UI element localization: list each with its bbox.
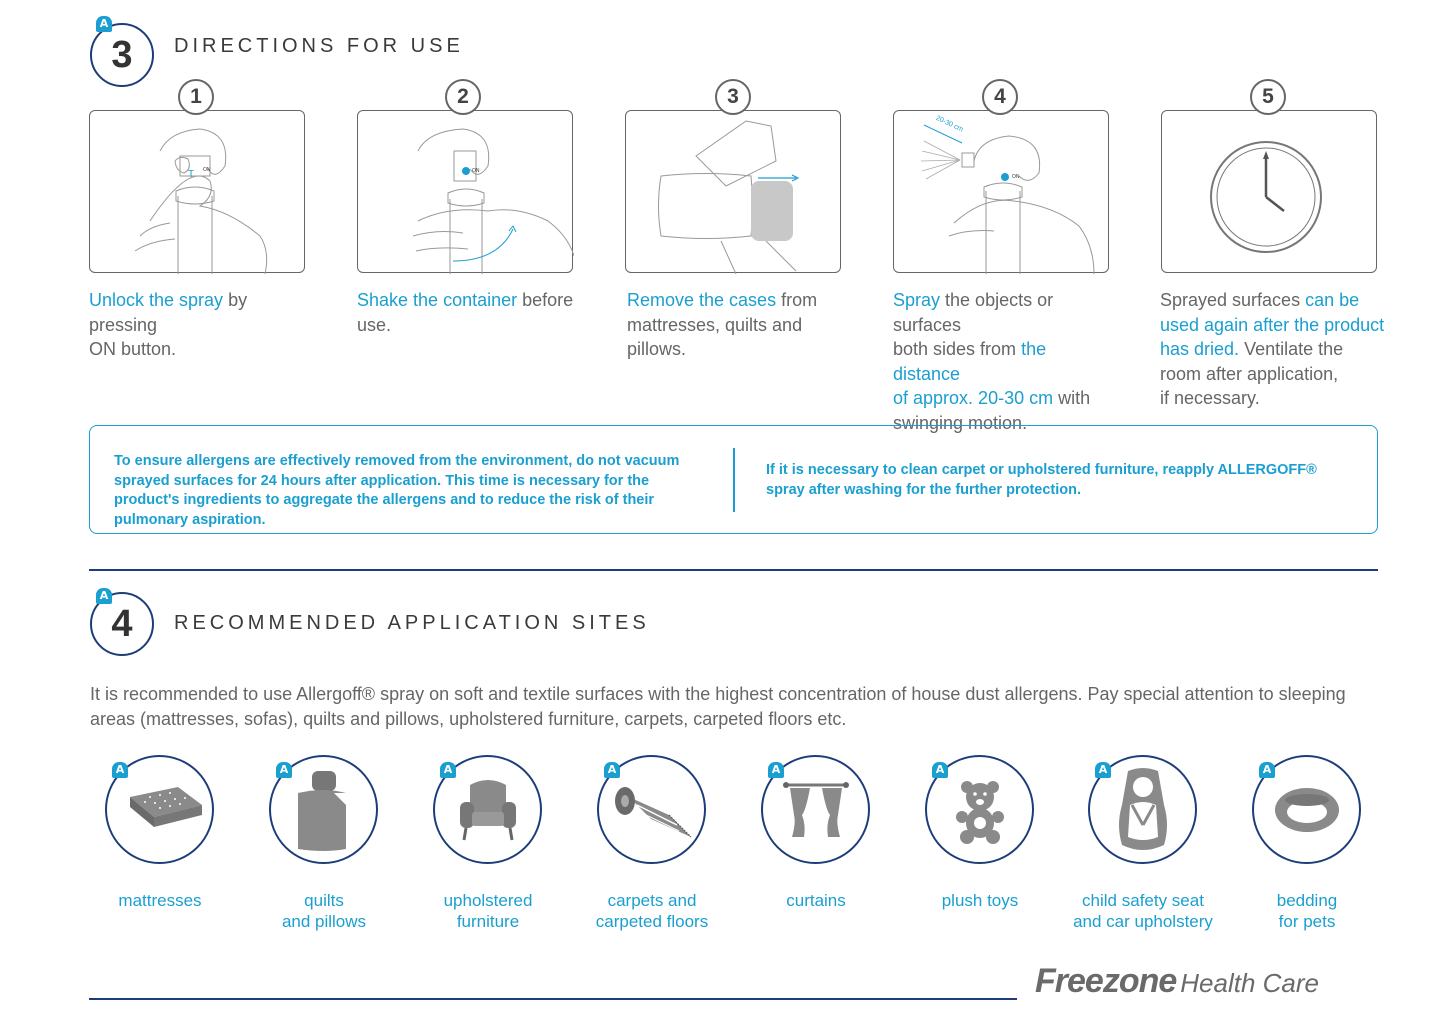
step-2-illustration	[357, 110, 573, 273]
site-label-curtains: curtains	[786, 891, 846, 910]
on-label: ON	[203, 167, 211, 173]
mattress-icon	[110, 775, 210, 845]
step-2-number: 2	[445, 79, 481, 115]
step-3-text: Remove the cases from mattresses, quilts and pillows.	[627, 290, 818, 359]
svg-text:T: T	[188, 169, 195, 180]
allergoff-a-icon: A	[1259, 762, 1275, 778]
allergoff-a-icon: A	[440, 762, 456, 778]
allergoff-a-icon: A	[96, 16, 112, 32]
section-3-number: 3	[90, 23, 154, 87]
footer-divider	[89, 998, 1017, 1000]
on-label: ON	[1012, 174, 1020, 180]
section-4-number: 4	[90, 592, 154, 656]
allergoff-a-icon: A	[768, 762, 784, 778]
allergoff-a-icon: A	[276, 762, 292, 778]
pet-bed-icon	[1272, 780, 1342, 840]
child-seat-icon	[1108, 765, 1178, 855]
step-1-number: 1	[178, 79, 214, 115]
distance-label: 20-30 cm	[934, 114, 965, 134]
allergoff-a-icon: A	[1095, 762, 1111, 778]
section-4-title: RECOMMENDED APPLICATION SITES	[174, 612, 650, 634]
site-label-carpets: carpets and carpeted floors	[595, 891, 709, 931]
armchair-icon	[448, 770, 528, 850]
brand-logo	[1035, 962, 1319, 1001]
step-4-illustration	[893, 110, 1109, 273]
notice-right-text: If it is necessary to clean carpet or upholstered furniture, reapply ALLERGOFF® spray after washing for the further protection.	[766, 462, 1317, 498]
allergoff-a-icon: A	[932, 762, 948, 778]
hand-spray-distance-icon	[894, 111, 1110, 274]
notice-divider	[733, 448, 735, 512]
carpet-roll-icon	[607, 775, 697, 845]
on-label: ON	[472, 168, 480, 174]
teddy-bear-icon	[945, 775, 1015, 845]
step-4-text: Spray the objects or surfaces both sides from the distance of approx. 20-30 cm with swinging motion.	[893, 290, 1091, 433]
step-5-number: 5	[1250, 79, 1286, 115]
pillow-cases-icon	[626, 111, 842, 274]
hand-shake-bottle-icon	[358, 111, 574, 274]
allergoff-a-icon: A	[112, 762, 128, 778]
section-3-title: DIRECTIONS FOR USE	[174, 35, 464, 57]
site-label-child-seat: child safety seat and car upholstery	[1073, 891, 1213, 931]
step-1-illustration	[89, 110, 305, 273]
site-label-quilts: quilts and pillows	[281, 891, 367, 931]
clock-icon	[1162, 111, 1378, 274]
step-3-number: 3	[715, 79, 751, 115]
section-divider	[89, 569, 1378, 571]
step-2-text: Shake the container before use.	[357, 290, 574, 335]
step-5-illustration	[1161, 110, 1377, 273]
hand-spray-unlock-icon	[90, 111, 306, 274]
site-label-pet-bedding: bedding for pets	[1276, 891, 1338, 931]
notice-left-text: To ensure allergens are effectively removed from the environment, do not vacuum sprayed surfaces for 24 hours after application. This time is necessary for the product's ingredients to aggregate the allergens and to reduce the risk of their pulmonary aspiration.	[114, 453, 680, 528]
allergoff-a-icon: A	[604, 762, 620, 778]
notice-box	[89, 425, 1378, 534]
step-5-text: Sprayed surfaces can be used again after the product has dried. Ventilate the room after application, if necessary.	[1160, 290, 1385, 408]
step-4-number: 4	[982, 79, 1018, 115]
curtains-icon	[776, 775, 856, 845]
brand-sub: Health Care	[1180, 968, 1319, 998]
intro-paragraph: It is recommended to use Allergoff® spray on soft and textile surfaces with the highest concentration of house dust allergens. Pay special attention to sleeping areas (mattresses, sofas), quilts and pillows, upholstered furniture, carpets, carpeted floors etc.	[90, 684, 1346, 729]
site-label-furniture: upholstered furniture	[443, 891, 533, 931]
site-label-mattresses: mattresses	[118, 891, 202, 910]
step-3-illustration	[625, 110, 841, 273]
allergoff-a-icon: A	[96, 588, 112, 604]
brand-name: Freezone	[1035, 962, 1177, 1000]
site-label-plush-toys: plush toys	[941, 891, 1019, 910]
step-1-text: Unlock the spray by pressing ON button.	[89, 290, 248, 359]
quilt-pillow-icon	[284, 765, 364, 855]
